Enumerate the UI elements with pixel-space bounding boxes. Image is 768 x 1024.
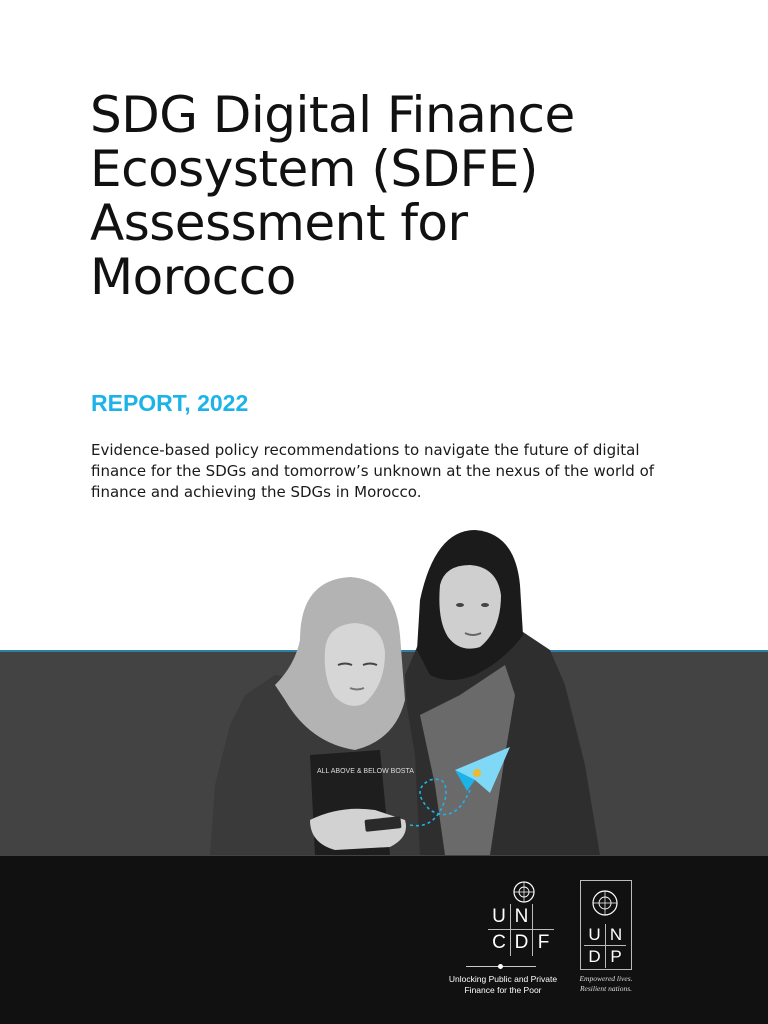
uncdf-letter: N bbox=[510, 904, 532, 930]
undp-tagline-line-1: Empowered lives. bbox=[579, 974, 633, 983]
uncdf-dot bbox=[498, 964, 503, 969]
uncdf-letter: D bbox=[510, 930, 532, 956]
uncdf-tagline-line-1: Unlocking Public and Private bbox=[448, 974, 558, 984]
undp-letter: U bbox=[584, 924, 605, 946]
title-line-3: Assessment for bbox=[90, 194, 468, 252]
uncdf-letter: F bbox=[532, 930, 554, 956]
uncdf-tagline bbox=[440, 974, 566, 996]
undp-letter: N bbox=[605, 924, 626, 946]
title-line-1: SDG Digital Finance bbox=[90, 86, 575, 144]
uncdf-letter: C bbox=[492, 932, 506, 953]
un-emblem-icon bbox=[590, 888, 620, 918]
undp-tagline-line-2: Resilient nations. bbox=[579, 984, 633, 993]
page-title bbox=[90, 88, 690, 304]
undp-tagline bbox=[570, 974, 642, 994]
footer-band bbox=[0, 856, 768, 1024]
report-description: Evidence-based policy recommendations to navigate the future of digital finance for the SDGs and tomorrow’s unknown at the nexus of the world of finance and achieving the SDGs in Morocco. bbox=[91, 441, 655, 501]
uncdf-tagline-line-2: Finance for the Poor bbox=[464, 985, 542, 995]
title-line-4: Morocco bbox=[90, 248, 296, 306]
shirt-print: ALL ABOVE & BELOW BOSTA bbox=[317, 768, 414, 775]
uncdf-letter: U bbox=[488, 904, 510, 930]
un-emblem-icon bbox=[512, 880, 536, 904]
title-line-2: Ecosystem (SDFE) bbox=[90, 140, 538, 198]
undp-letter: D bbox=[588, 947, 601, 966]
uncdf-letter-grid bbox=[488, 904, 554, 956]
undp-letter-grid bbox=[584, 924, 626, 968]
cover-photo bbox=[205, 525, 615, 860]
report-year-label: REPORT, 2022 bbox=[91, 390, 249, 416]
undp-letter: P bbox=[605, 946, 626, 968]
